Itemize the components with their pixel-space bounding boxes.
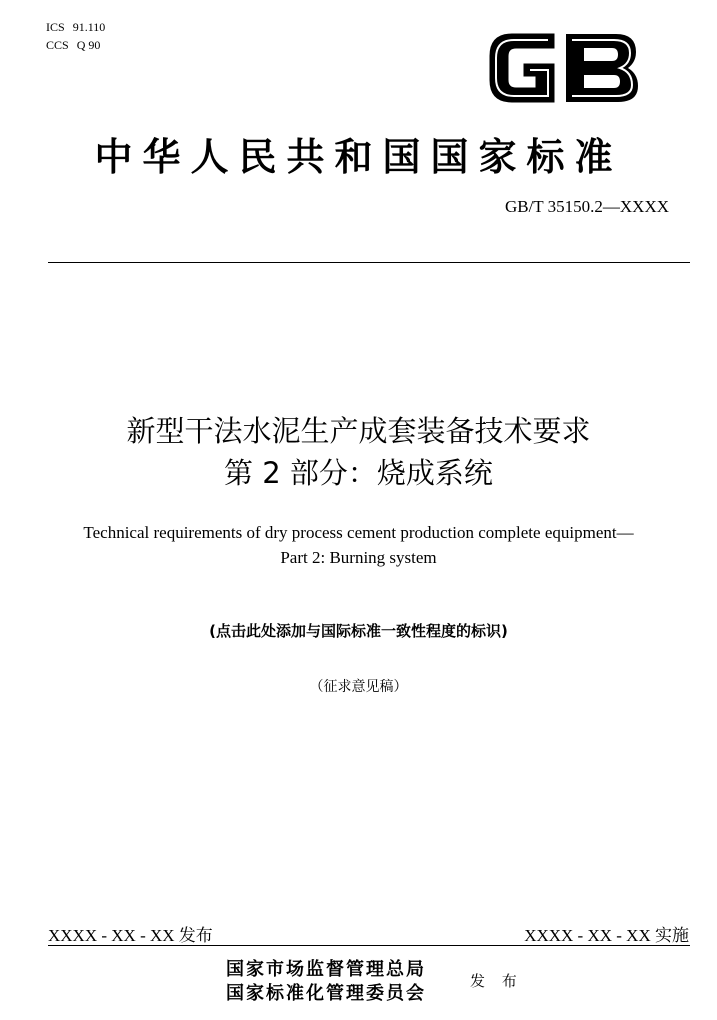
standard-number: GB/T 35150.2—XXXX xyxy=(504,197,669,216)
ics-code: 91.110 xyxy=(72,20,106,34)
top-divider xyxy=(48,262,690,263)
chinese-title xyxy=(0,410,717,494)
english-title-line1: Technical requirements of dry process cement production complete equipment— xyxy=(83,523,634,542)
issuer-line2: 国家标准化管理委员会 xyxy=(226,983,426,1004)
ccs-code: Q 90 xyxy=(76,38,101,52)
draft-status: （征求意见稿） xyxy=(309,679,408,695)
chinese-title-line1: 新型干法水泥生产成套装备技术要求 xyxy=(126,414,591,448)
ccs-label: CCS xyxy=(46,38,69,52)
english-title xyxy=(0,520,717,570)
issuing-authorities xyxy=(226,958,426,1006)
publish-label: 发 布 xyxy=(470,972,523,990)
gb-logo-icon xyxy=(484,28,644,108)
ics-label: ICS xyxy=(46,20,65,34)
conformance-placeholder[interactable]: (点击此处添加与国际标准一致性程度的标识) xyxy=(209,622,508,640)
english-title-line2: Part 2: Burning system xyxy=(280,548,437,567)
implementation-date: XXXX - XX - XX 实施 xyxy=(524,926,689,945)
issue-date: XXXX - XX - XX 发布 xyxy=(48,926,213,945)
issuer-line1: 国家市场监督管理总局 xyxy=(226,959,426,980)
bottom-divider xyxy=(48,945,690,946)
chinese-title-line2: 第 2 部分：烧成系统 xyxy=(224,456,493,490)
standard-name: 中华人民共和国国家标准 xyxy=(94,135,623,179)
ccs-row xyxy=(46,36,105,54)
classification-codes xyxy=(46,18,105,54)
ics-row xyxy=(46,18,105,36)
